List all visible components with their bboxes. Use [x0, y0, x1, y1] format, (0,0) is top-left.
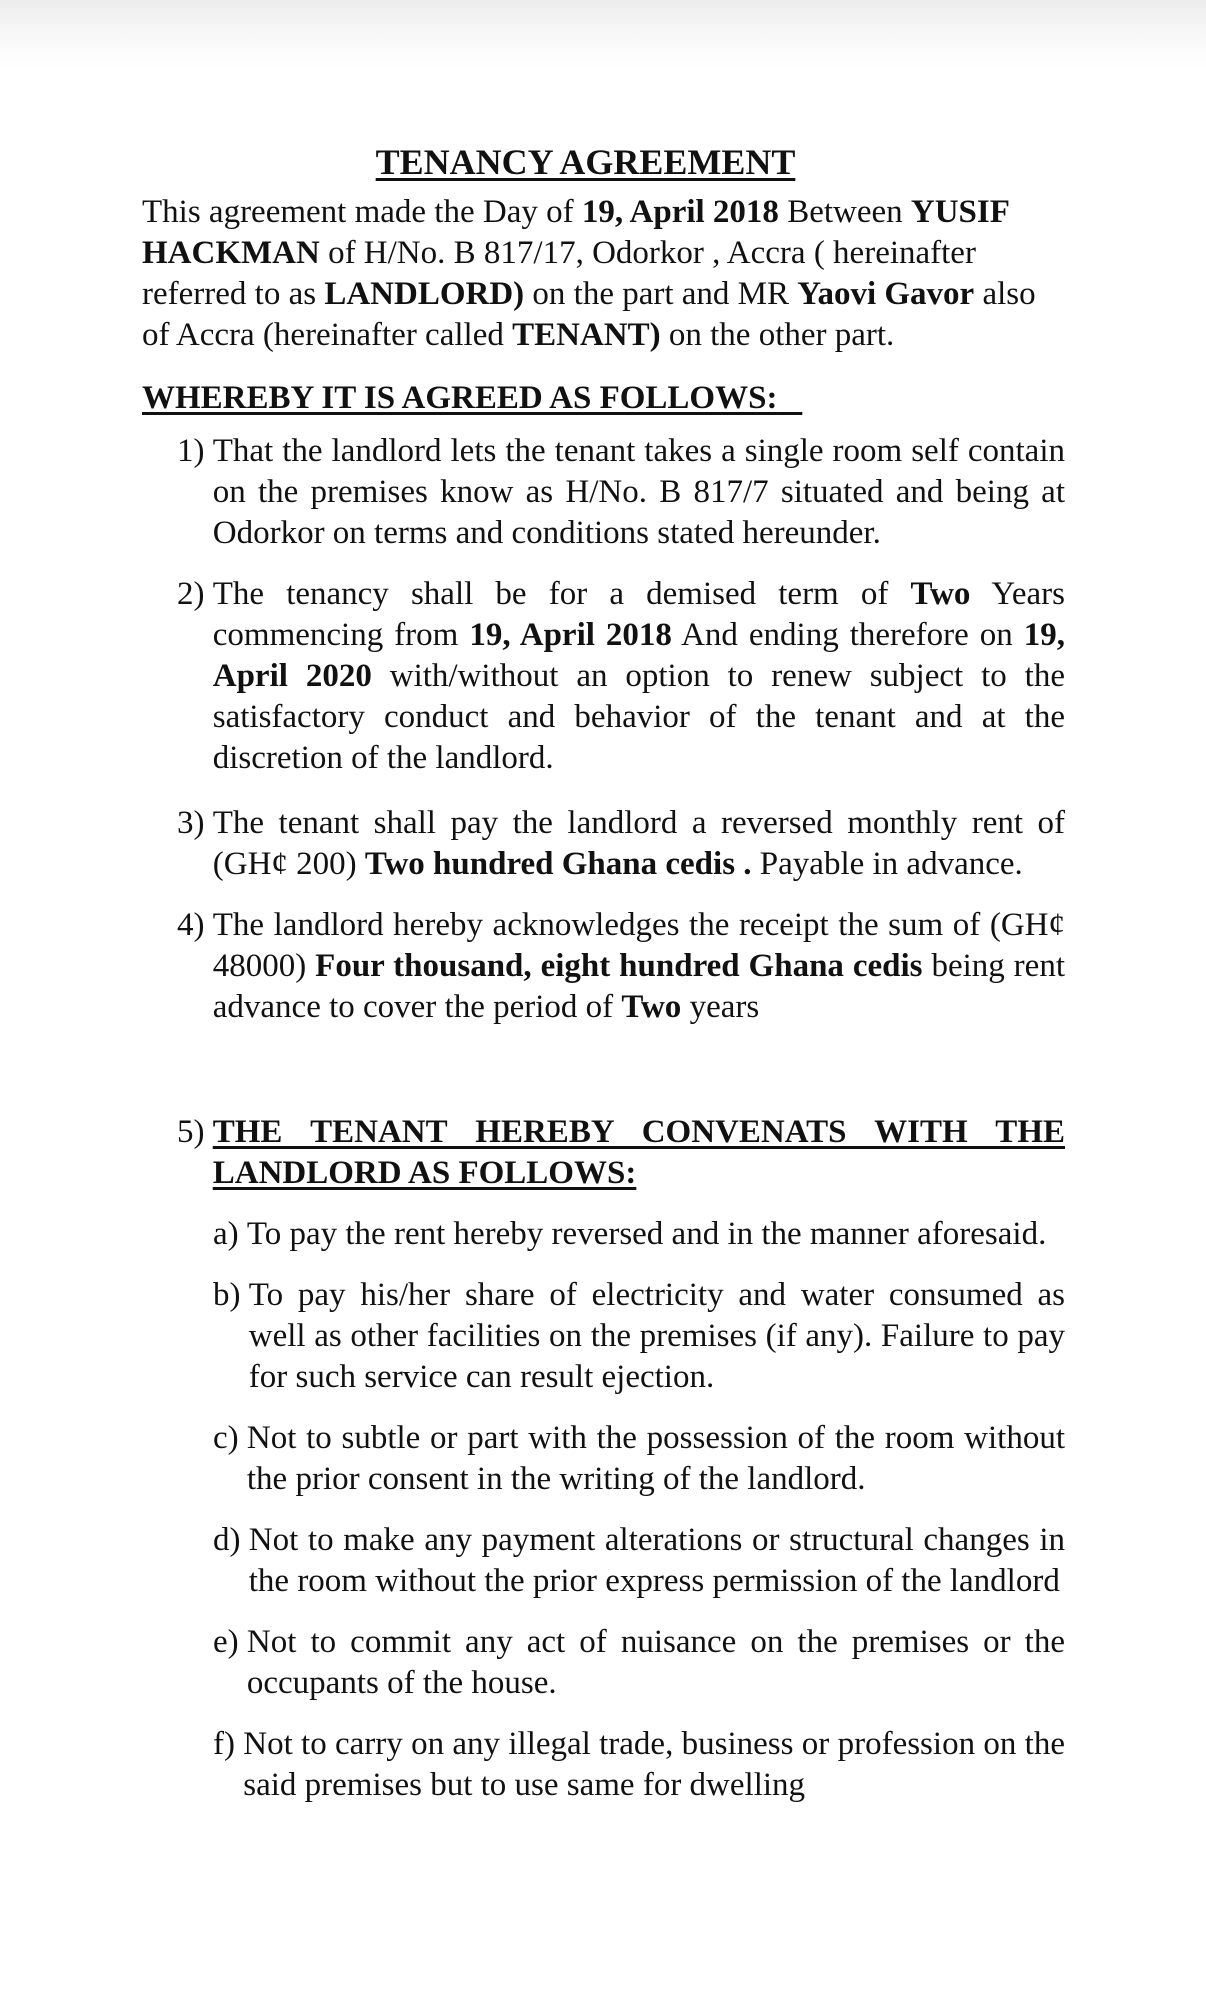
covenant-letter: e)	[213, 1624, 247, 1660]
clause-number: 3)	[177, 805, 213, 841]
clause-number: 2)	[177, 576, 213, 612]
covenant-letter: d)	[213, 1522, 249, 1558]
covenant-e	[213, 1622, 1065, 1704]
tenant-name: Yaovi Gavor	[797, 276, 975, 312]
covenant-text: To pay the rent hereby reversed and in the manner aforesaid.	[246, 1216, 1047, 1252]
tenancy-term: Two	[910, 576, 971, 612]
document-page	[142, 140, 1065, 1826]
clause-fragment: Payable in advance.	[751, 846, 1023, 882]
document-title: TENANCY AGREEMENT	[375, 142, 796, 182]
agreement-date: 19, April 2018	[581, 194, 779, 230]
agreement-heading	[142, 378, 1065, 419]
clause-5	[177, 1112, 1065, 1194]
clause-fragment: years	[681, 989, 760, 1025]
clause-fragment: with/without an option to renew subject to the satisfactory conduct and behavior of the tenant and at the discretion of the landlord.	[212, 658, 1065, 776]
covenant-d	[213, 1520, 1065, 1602]
clause-text	[213, 574, 1065, 779]
covenant-a	[213, 1214, 1065, 1255]
covenant-letter: c)	[213, 1420, 247, 1456]
intro-text: of H/No. B 817/17, Odorkor , Accra ( hereinafter referred to as	[142, 235, 976, 312]
clause-text	[213, 803, 1065, 885]
covenant-text: Not to make any payment alterations or structural changes in the room without the prior express permission of the landlord	[248, 1522, 1065, 1599]
clause-fragment: And ending therefore on	[671, 617, 1024, 653]
viewer-top-shade	[0, 0, 1206, 70]
clause-fragment: The tenant shall pay the landlord a reversed monthly rent of (GH¢ 200)	[212, 805, 1065, 882]
clause-fragment: The landlord hereby acknowledges the receipt the sum of (GH¢ 48000)	[212, 907, 1065, 984]
intro-text: on the part and MR	[524, 276, 798, 312]
clause-3	[177, 803, 1065, 885]
clause-4	[177, 905, 1065, 1028]
clause-number: 5)	[177, 1114, 213, 1150]
clause-fragment: being rent advance to cover the period of	[212, 948, 1065, 1025]
intro-paragraph	[142, 192, 1065, 356]
clause-number: 4)	[177, 907, 213, 943]
intro-text: also of Accra (hereinafter called	[142, 276, 1036, 353]
agreement-heading-text: WHEREBY IT IS AGREED AS FOLLOWS:	[142, 380, 778, 416]
intro-text: Between	[778, 194, 911, 230]
rent-amount-words: Two hundred Ghana cedis .	[364, 846, 752, 882]
clause-text: That the landlord lets the tenant takes a single room self contain on the premises know as H/No. B 817/7 situated and being at Odorkor on terms and conditions stated hereunder.	[212, 433, 1065, 551]
intro-text: on the other part.	[660, 317, 895, 353]
covenant-b	[213, 1275, 1065, 1398]
covenant-text: To pay his/her share of electricity and water consumed as well as other facilities on the premises (if any). Failure to pay for such service can result ejection.	[248, 1277, 1065, 1395]
covenant-c	[213, 1418, 1065, 1500]
tenant-label: TENANT)	[512, 317, 661, 353]
covenant-letter: a)	[213, 1216, 247, 1252]
landlord-name: YUSIF HACKMAN	[142, 194, 1009, 271]
covenant-text: Not to subtle or part with the possession of the room without the prior consent in the writing of the landlord.	[246, 1420, 1065, 1497]
clause-fragment: Years commencing from	[212, 576, 1065, 653]
clause-fragment: The tenancy shall be for a demised term of	[212, 576, 911, 612]
clause-text	[213, 905, 1065, 1028]
covenant-f	[213, 1724, 1065, 1806]
covenant-text: Not to carry on any illegal trade, business or profession on the said premises but to use same for dwelling	[243, 1726, 1065, 1803]
intro-text: This agreement made the Day of	[142, 194, 582, 230]
advance-amount-words: Four thousand, eight hundred Ghana cedis	[315, 948, 923, 984]
clause-number: 1)	[177, 433, 213, 469]
advance-period: Two	[621, 989, 682, 1025]
clause-text	[213, 1112, 1065, 1194]
covenants-heading: THE TENANT HEREBY CONVENATS WITH THE LANDLORD AS FOLLOWS:	[212, 1114, 1065, 1191]
clause-2	[177, 574, 1065, 779]
clause-1	[177, 431, 1065, 554]
covenant-text: Not to commit any act of nuisance on the premises or the occupants of the house.	[246, 1624, 1065, 1701]
start-date: 19, April 2018	[469, 617, 672, 653]
covenant-letter: b)	[213, 1277, 249, 1313]
landlord-label: LANDLORD)	[324, 276, 525, 312]
covenant-letter: f)	[213, 1726, 244, 1762]
end-date: 19, April 2020	[212, 617, 1065, 694]
